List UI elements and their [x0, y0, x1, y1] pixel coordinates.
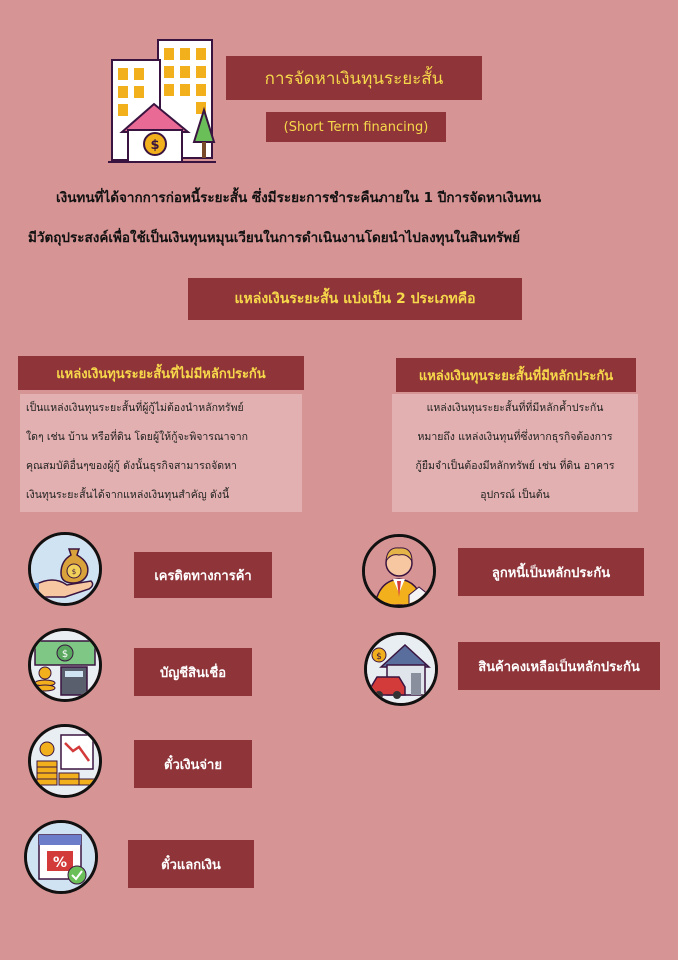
- svg-text:$: $: [61, 649, 69, 660]
- page-subtitle: (Short Term financing): [266, 112, 446, 142]
- item-trade-credit: เครดิตทางการค้า: [134, 552, 272, 598]
- item-inventory-collateral: สินค้าคงเหลือเป็นหลักประกัน: [458, 642, 660, 690]
- coins-chart-icon: [28, 724, 102, 798]
- secured-line: อุปกรณ์ เป็นต้น: [480, 489, 550, 501]
- intro-line-1: เงินทนที่ได้จากการก่อหนี้ระยะสั้น ซึ่งมีระยะการชำระคืนภายใน 1 ปีการจัดหาเงินทน: [56, 190, 542, 206]
- item-receivables-collateral: ลูกหนี้เป็นหลักประกัน: [458, 548, 644, 596]
- section-heading: แหล่งเงินระยะสั้น แบ่งเป็น 2 ประเภทคือ: [188, 278, 522, 320]
- building-house-icon: [108, 38, 216, 166]
- secured-description: [392, 394, 638, 512]
- unsecured-title: แหล่งเงินทุนระยะสั้นที่ไม่มีหลักประกัน: [18, 356, 304, 390]
- item-bill-of-exchange: ตั๋วแลกเงิน: [128, 840, 254, 888]
- secured-line: แหล่งเงินทุนระยะสั้นที่ที่มีหลักค้ำประกัน: [426, 402, 604, 414]
- unsecured-line: เงินทุนระยะสั้นได้จากแหล่งเงินทุนสำคัญ ดังนี้: [26, 489, 230, 501]
- businessman-icon: [362, 534, 436, 608]
- page-title: การจัดหาเงินทุนระยะสั้น: [226, 56, 482, 100]
- secured-line: กู้ยืมจำเป็นต้องมีหลักทรัพย์ เช่น ที่ดิน อาคาร: [415, 460, 615, 472]
- money-bag-hand-icon: [28, 532, 102, 606]
- svg-text:%: %: [52, 855, 68, 871]
- item-notes-payable: ตั๋วเงินจ่าย: [134, 740, 252, 788]
- unsecured-line: ใดๆ เช่น บ้าน หรือที่ดิน โดยผู้ให้กู้จะพิจารณาจาก: [26, 431, 248, 443]
- cash-calculator-icon: [28, 628, 102, 702]
- unsecured-line: เป็นแหล่งเงินทุนระยะสั้นที่ผู้กู้ไม่ต้องนำหลักทรัพย์: [26, 402, 244, 414]
- percent-calendar-icon: [24, 820, 98, 894]
- svg-text:$: $: [71, 568, 77, 576]
- item-credit-line: บัญชีสินเชื่อ: [134, 648, 252, 696]
- intro-line-2: มีวัตถุประสงค์เพื่อใช้เป็นเงินทุนหมุนเวียนในการดำเนินงานโดยนำไปลงทุนในสินทรัพย์: [28, 230, 521, 246]
- house-car-icon: [364, 632, 438, 706]
- svg-text:$: $: [150, 138, 160, 153]
- secured-title: แหล่งเงินทุนระยะสั้นที่มีหลักประกัน: [396, 358, 636, 392]
- unsecured-description: [20, 394, 302, 512]
- secured-line: หมายถึง แหล่งเงินทุนที่ซึ่งหากธุรกิจต้องการ: [417, 431, 613, 443]
- svg-text:$: $: [376, 652, 382, 662]
- unsecured-line: คุณสมบัติอื่นๆของผู้กู้ ดังนั้นธุรกิจสามารถจัดหา: [26, 460, 237, 472]
